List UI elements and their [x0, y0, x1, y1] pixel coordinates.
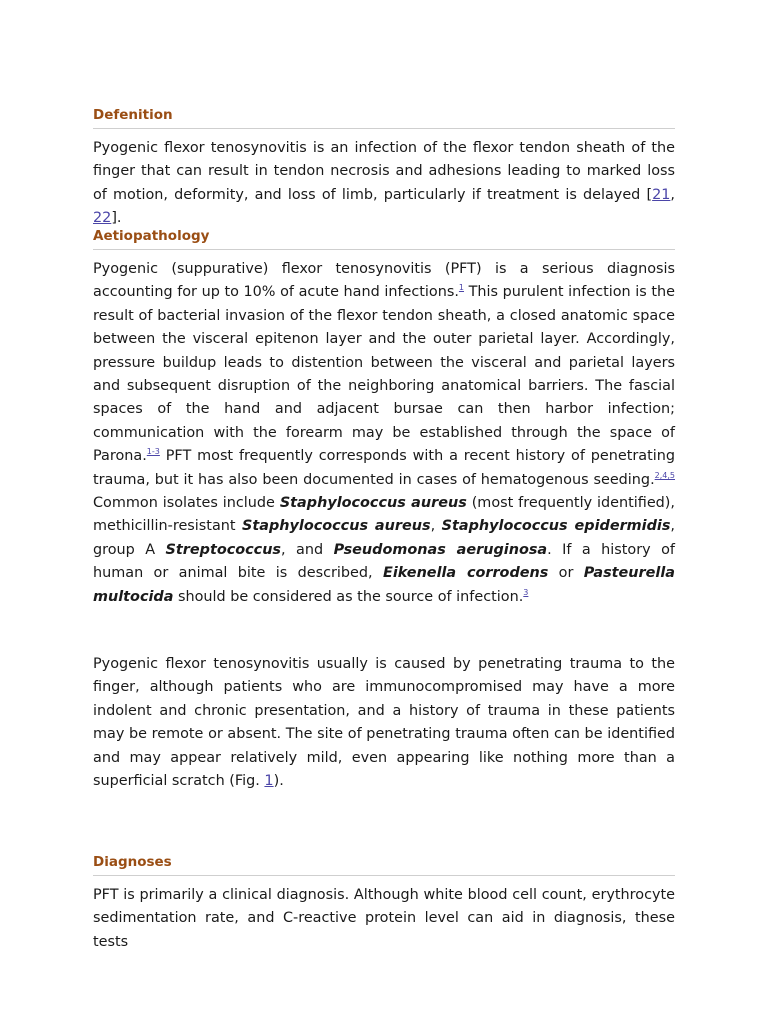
ref-link-2-4-5[interactable]: 2,4,5: [654, 470, 675, 480]
ref-link-22[interactable]: 22: [93, 210, 112, 227]
text: should be considered as the source of infection.: [173, 588, 524, 605]
organism-name: Staphylococcus epidermidis: [441, 518, 671, 535]
organism-name: Staphylococcus aureus: [242, 518, 431, 535]
organism-name: Staphylococcus aureus: [279, 495, 467, 512]
aetiopathology-paragraph-1: [93, 258, 675, 609]
text: , and: [281, 541, 334, 558]
text: Pyogenic flexor tenosynovitis usually is caused by penetrating trauma to the finger, although patients who are immunocompromised may have a more indolent and chronic presentation, and a history of trauma in these patients may be remote or absent. The site of penetrating trauma often can be identified and may appear relatively mild, even appearing like nothing more than a superficial scratch (Fig.: [93, 656, 675, 790]
text: ,: [430, 518, 442, 535]
ref-link-3[interactable]: 3: [523, 587, 529, 597]
figure-link-1[interactable]: 1: [264, 773, 274, 790]
heading-aetiopathology: Aetiopathology: [93, 228, 675, 250]
text: . If a history of human or animal bite is described,: [93, 541, 675, 582]
ref-link-21[interactable]: 21: [652, 186, 671, 203]
aetiopathology-paragraph-2: [93, 653, 675, 793]
text: Common isolates include: [93, 495, 280, 512]
organism-name: Pasteurella multocida: [93, 565, 675, 605]
text: (most frequently identified), methicillin-resistant: [93, 495, 675, 535]
text: This purulent infection is the result of bacterial invasion of the flexor tendon sheath, a closed anatomic space between the visceral epitenon layer and the outer parietal layer. Accordingly, pressure buildup leads to distention between the visceral and parietal layers and subsequent disruption of the neighboring anatomical barriers. The fascial spaces of the hand and adjacent bursae can then harbor infection; communication with the forearm may be established through the space of Parona.: [93, 284, 675, 465]
organism-name: Pseudomonas aeruginosa: [333, 541, 548, 558]
text: Pyogenic (suppurative) flexor tenosynovitis (PFT) is a serious diagnosis accounting for up to 10% of acute hand infections.: [93, 261, 675, 301]
ref-link-1[interactable]: 1: [458, 283, 465, 293]
text: or: [548, 565, 584, 582]
heading-diagnoses: Diagnoses: [93, 854, 675, 876]
heading-definition: Defenition: [93, 107, 675, 129]
text: ).: [273, 773, 284, 790]
diagnoses-paragraph: PFT is primarily a clinical diagnosis. Although white blood cell count, erythrocyte sedimentation rate, and C-reactive protein level can aid in diagnosis, these tests: [93, 887, 675, 950]
text: ,: [670, 186, 675, 203]
text: Pyogenic flexor tenosynovitis is an infection of the flexor tendon sheath of the finger that can result in tendon necrosis and adhesions leading to marked loss of motion, deformity, and loss of limb, particularly if treatment is delayed [: [93, 140, 675, 203]
organism-name: Eikenella corrodens: [382, 565, 549, 582]
text: ].: [111, 210, 122, 227]
organism-name: Streptococcus: [165, 541, 282, 558]
text: PFT most frequently corresponds with a recent history of penetrating trauma, but it has also been documented in cases of hematogenous seeding.: [93, 448, 675, 488]
definition-paragraph: [93, 137, 675, 231]
text: , group A: [93, 518, 675, 558]
ref-link-1-3[interactable]: 1-3: [146, 447, 160, 457]
